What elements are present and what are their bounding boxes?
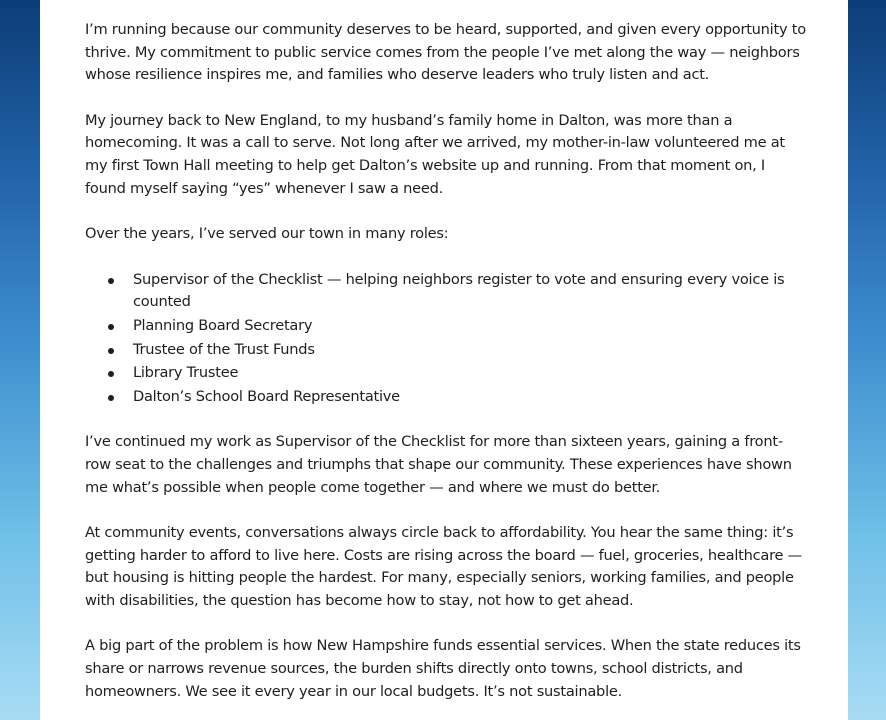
document-page: [40, 0, 848, 720]
list-item: [133, 386, 808, 409]
list-item: [133, 362, 808, 385]
list-item: [133, 315, 808, 338]
bullet-icon: [108, 278, 114, 284]
list-item-text: Planning Board Secretary: [133, 316, 313, 334]
list-item-text: Trustee of the Trust Funds: [133, 340, 315, 358]
paragraph-journey: My journey back to New England, to my husband’s family home in Dalton, was more than a homecoming. It was a call to serve. Not long after we arrived, my mother-in-law volunteered me at my first Town Hall meeting to help get Dalton’s website up and running. From that moment on, I found myself saying “yes” whenever I saw a need.: [85, 111, 785, 197]
bullet-icon: [108, 324, 114, 330]
roles-list: [85, 269, 808, 409]
paragraph-state-funding: A big part of the problem is how New Hampshire funds essential services. When the state reduces its share or narrows revenue sources, the burden shifts directly onto towns, school districts, and homeowners. We see it every year in our local budgets. It’s not sustainable.: [85, 637, 801, 700]
list-item: [133, 339, 808, 362]
paragraph-affordability: At community events, conversations always circle back to affordability. You hear the same thing: it’s getting harder to afford to live here. Costs are rising across the board — fuel, groceries, healthcare — but housing is hitting people the hardest. For many, especially seniors, working families, and people with disabilities, the question has become how to stay, not how to get ahead.: [85, 524, 802, 609]
list-item-text: Dalton’s School Board Representative: [133, 387, 400, 405]
bullet-icon: [108, 371, 114, 377]
list-item-text: Supervisor of the Checklist — helping neighbors register to vote and ensuring every voice is counted: [133, 270, 785, 311]
paragraph-roles-intro: Over the years, I’ve served our town in many roles:: [85, 225, 449, 243]
list-item-text: Library Trustee: [133, 364, 239, 382]
paragraph-checklist-work: I’ve continued my work as Supervisor of the Checklist for more than sixteen years, gaining a front-row seat to the challenges and triumphs that shape our community. These experiences have shown me what’s possible when people come together — and where we must do better.: [85, 433, 792, 496]
list-item: [133, 269, 808, 314]
paragraph-why-running: I’m running because our community deserves to be heard, supported, and given every opportunity to thrive. My commitment to public service comes from the people I’ve met along the way — neighbors whose resilience inspires me, and families who deserve leaders who truly listen and act.: [85, 21, 806, 84]
bullet-icon: [108, 395, 114, 401]
bullet-icon: [108, 348, 114, 354]
